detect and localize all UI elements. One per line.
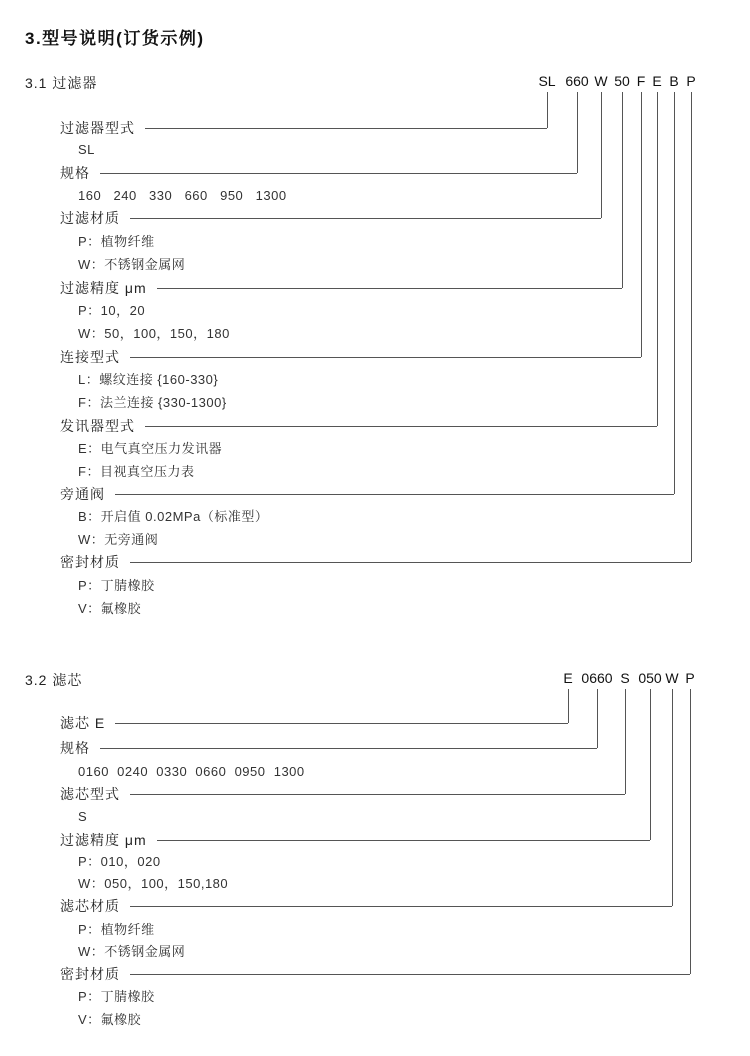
connector-vline — [601, 92, 602, 218]
field-label: 滤芯材质 — [60, 898, 120, 914]
option-item: P：植物纤维 — [78, 234, 155, 249]
connector-hline — [157, 840, 650, 841]
field-label: 过滤材质 — [60, 210, 120, 226]
model-code-segment: 0660 — [581, 670, 613, 686]
connector-hline — [130, 357, 641, 358]
field-label-row — [60, 484, 674, 504]
field-label: 过滤精度 μm — [60, 832, 147, 848]
option-item: SL — [78, 142, 95, 157]
option-item: P：010，020 — [78, 854, 161, 869]
field-label-row — [60, 964, 690, 984]
option-item: E：电气真空压力发讯器 — [78, 441, 223, 456]
model-code-segment: W — [665, 670, 679, 686]
option-item: P：丁腈橡胶 — [78, 989, 155, 1004]
option-item: L：螺纹连接 {160-330} — [78, 372, 219, 387]
model-code-segment: W — [594, 73, 608, 89]
field-label-row — [60, 713, 568, 733]
field-label-row — [60, 163, 577, 183]
connector-hline — [130, 218, 601, 219]
option-item: P：植物纤维 — [78, 922, 155, 937]
field-label-row — [60, 118, 547, 138]
connector-vline — [672, 689, 673, 906]
connector-vline — [657, 92, 658, 426]
option-item: W：050，100，150,180 — [78, 876, 229, 891]
option-item: P：丁腈橡胶 — [78, 578, 155, 593]
model-code-segment: P — [685, 670, 695, 686]
field-label-row — [60, 552, 691, 572]
connector-vline — [650, 689, 651, 840]
option-item: S — [78, 809, 88, 824]
option-item: 0160 0240 0330 0660 0950 1300 — [78, 764, 305, 779]
option-item: W：不锈钢金属网 — [78, 944, 186, 959]
field-label: 过滤器型式 — [60, 120, 135, 136]
connector-hline — [115, 494, 674, 495]
section2-heading: 3.2 滤芯 — [25, 672, 83, 688]
field-label-row — [60, 278, 622, 298]
section1-heading: 3.1 过滤器 — [25, 75, 98, 91]
option-item: V：氟橡胶 — [78, 601, 142, 616]
connector-hline — [100, 173, 577, 174]
connector-hline — [130, 974, 690, 975]
field-label-row — [60, 784, 625, 804]
field-label: 密封材质 — [60, 554, 120, 570]
connector-vline — [547, 92, 548, 128]
model-code-segment: S — [620, 670, 630, 686]
connector-hline — [115, 723, 568, 724]
connector-vline — [597, 689, 598, 748]
option-item: F：法兰连接 {330-1300} — [78, 395, 227, 410]
field-label: 滤芯 E — [60, 715, 106, 731]
option-item: B：开启值 0.02MPa（标准型） — [78, 509, 269, 524]
field-label: 规格 — [60, 165, 90, 181]
field-label-row — [60, 347, 641, 367]
connector-hline — [100, 748, 597, 749]
option-item: W：不锈钢金属网 — [78, 257, 186, 272]
connector-vline — [622, 92, 623, 288]
model-code-segment: P — [686, 73, 696, 89]
connector-hline — [130, 562, 691, 563]
model-code-segment: 660 — [565, 73, 589, 89]
option-item: 160 240 330 660 950 1300 — [78, 188, 287, 203]
option-item: V：氟橡胶 — [78, 1012, 142, 1027]
connector-vline — [568, 689, 569, 723]
option-item: W：无旁通阀 — [78, 532, 159, 547]
model-code-segment: 050 — [638, 670, 662, 686]
option-item: W：50，100，150，180 — [78, 326, 230, 341]
connector-hline — [130, 906, 672, 907]
option-item: P：10，20 — [78, 303, 146, 318]
connector-vline — [690, 689, 691, 974]
field-label: 滤芯型式 — [60, 786, 120, 802]
field-label-row — [60, 738, 597, 758]
model-code-segment: E — [652, 73, 662, 89]
connector-vline — [691, 92, 692, 562]
field-label: 过滤精度 μm — [60, 280, 147, 296]
field-label: 旁通阀 — [60, 486, 105, 502]
page-title: 3.型号说明(订货示例) — [25, 29, 205, 48]
model-code-segment: E — [563, 670, 573, 686]
connector-vline — [641, 92, 642, 357]
field-label: 发讯器型式 — [60, 418, 135, 434]
connector-vline — [577, 92, 578, 173]
model-code-segment: SL — [538, 73, 556, 89]
model-code-segment: F — [636, 73, 646, 89]
connector-hline — [145, 128, 547, 129]
field-label-row — [60, 416, 657, 436]
field-label: 密封材质 — [60, 966, 120, 982]
option-item: F：目视真空压力表 — [78, 464, 195, 479]
field-label-row — [60, 208, 601, 228]
field-label: 规格 — [60, 740, 90, 756]
field-label: 连接型式 — [60, 349, 120, 365]
connector-hline — [145, 426, 657, 427]
field-label-row — [60, 896, 672, 916]
field-label-row — [60, 830, 650, 850]
model-code-segment: B — [669, 73, 679, 89]
model-code-segment: 50 — [614, 73, 630, 89]
connector-hline — [157, 288, 622, 289]
connector-vline — [674, 92, 675, 494]
connector-hline — [130, 794, 625, 795]
connector-vline — [625, 689, 626, 794]
